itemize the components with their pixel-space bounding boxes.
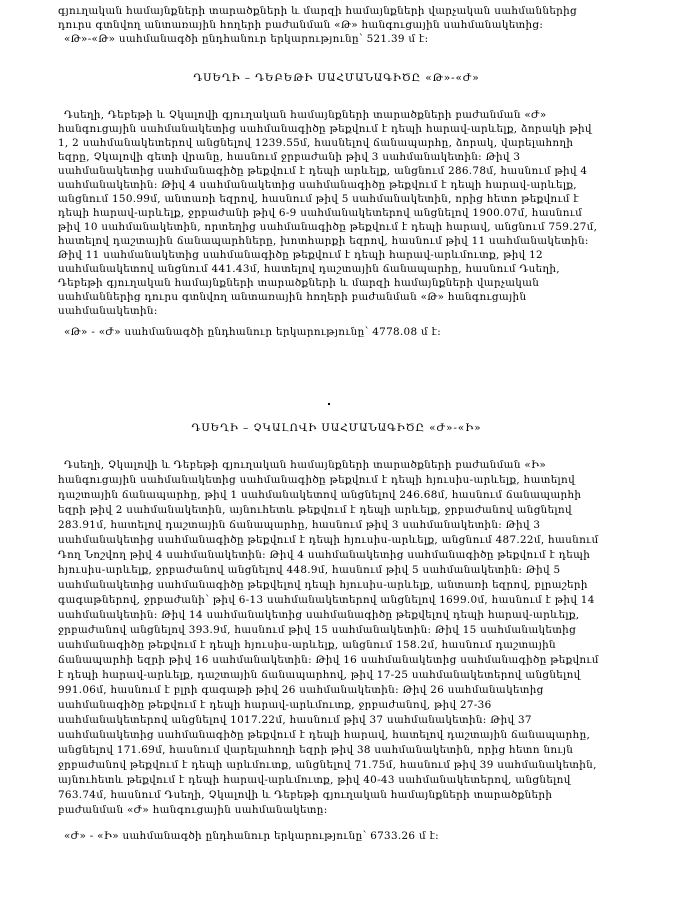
text-line: եզրը, Չկալովի գետի վրանը, հասնում ջրբաժանի թիվ 3 սահմանակետին: Թիվ 3: [58, 151, 521, 163]
text-line: թիվ 10 սահմանակետին, որտեղից սահմանագիծը թեքվում է դեպի հարավ, անցնում 759.27մ,: [58, 221, 598, 233]
text-line: Դող Նոշվող թիվ 4 սահմանակետին: Թիվ 4 սահմանակետից սահմանագիծը թեքվում է դեպի: [58, 549, 591, 561]
text-line: դաշտային ճանապարհը, թիվ 1 սահմանակետով անցնելով 246.68մ, հասնում ճանապարհի: [58, 489, 582, 501]
section-summary: «Ժ» - «Ի» սահմանագծի ընդհանուր երկարությունը՝ 6733.26 մ է:: [64, 830, 439, 842]
text-line: սահմանակետերով անցնելով 1017.22մ, հասնում թիվ 37 սահմանակետին: Թիվ 37: [58, 714, 532, 726]
text-line: հատելով դաշտային ճանապարհները, խոտհարքի եզրով, հասնում թիվ 11 սահմանակետին:: [58, 235, 589, 247]
text-line: սահմանակետին: Թիվ 4 սահմանակետից սահմանագիծը թեքվում է դեպի հարավ-արևելք,: [58, 179, 577, 191]
scan-mark: [328, 403, 330, 405]
text-line: Դսեղի, Չկալովի և Դեբեթի գյուղական համայնքների տարածքների բաժանման «Ի»: [64, 459, 547, 471]
section-summary: «Թ» - «Ժ» սահմանագծի ընդհանուր երկարությունը՝ 4778.08 մ է:: [64, 326, 442, 338]
text-line: 283.91մ, հատելով դաշտային ճանապարհը, հասնում թիվ 3 սահմանակետին: Թիվ 3: [58, 519, 541, 531]
text-line: սահմանագիծը թեքվում է դեպի հարավ-արևմուտք, ջրբաժանով, թիվ 27-36: [58, 699, 492, 711]
text-line: գյուղական համայնքների տարածքների և մարզի համայնքների վարչական սահմաններից: [58, 5, 578, 17]
text-line: սահմանակետից սահմանագիծը թեքվում է դեպի արևելք, անցնում 286.78մ, հասնում թիվ 4: [58, 165, 588, 177]
text-line: սահմաններից դուրս գտնվող անտառային հողերի բաժանման «Թ» հանգուցային: [58, 291, 527, 303]
text-line: սահմանակետին: Թիվ 14 սահմանակետից սահմանագիծը թեքվելով դեպի հարավ-արևելք,: [58, 609, 580, 621]
text-line: 1, 2 սահմանակետերով անցնելով 1239.55մ, հասնելով ճանապարհը, ձորակ, վարելահողի: [58, 137, 574, 149]
text-line: ճանապարհի եզրի թիվ 16 սահմանակետին: Թիվ 16 սահմանակետից սահմանագիծը թեքվում: [58, 654, 599, 666]
section-summary: «Թ»-«Թ» սահմանագծի ընդհանուր երկարությունը՝ 521.39 մ է:: [64, 33, 429, 45]
text-line: հանգուցային սահմանակետից սահմանագիծը թեքվում է դեպի հարավ-արևելք, ձորակի թիվ: [58, 123, 592, 135]
text-line: Դսեղի, Դեբեթի և Չկալովի գյուղական համայնքների տարածքների բաժանման «Ժ»: [64, 109, 547, 121]
text-line: է դեպի հարավ-արևելք, դաշտային ճանապարհով, թիվ 17-25 սահմանակետերով անցնելով: [58, 669, 581, 681]
text-line: բաժանման «Ժ» հանգուցային սահմանակետը:: [58, 804, 328, 816]
text-line: ջրբաժանով անցնելով 393.9մ, հասնում թիվ 15 սահմանակետին: Թիվ 15 սահմանակետից: [58, 624, 577, 636]
text-line: սահմանակետից սահմանագիծը թեքվելով դեպի հյուսիս-արևելք, անտառի եզրով, բլրաշերի: [58, 579, 588, 591]
section-title: ԴՍԵՂԻ – ԴԵԲԵԹԻ ՍԱՀՄԱՆԱԳԻԾԸ «Թ»-«Ժ»: [193, 72, 480, 84]
text-line: եզրի թիվ 2 սահմանակետին, այնուհետև թեքվում է դեպի արևելք, ջրբաժանով անցնելով: [58, 504, 572, 516]
text-line: հյուսիս-արևելք, ջրբաժանով անցնելով 448.9մ, հասնում թիվ 5 սահմանակետին: Թիվ 5: [58, 564, 561, 576]
text-line: այնուհետև թեքվում է դեպի հարավ-արևմուտք, թիվ 40-43 սահմանակետերով, անցնելով: [58, 774, 571, 786]
text-line: դեպի հարավ-արևելք, ջրբաժանի թիվ 6-9 սահմանակետերով անցնելով 1900.07մ, հասնում: [58, 207, 583, 219]
text-line: սահմանակետին:: [58, 305, 158, 317]
text-line: սահմանակետից սահմանագիծը թեքվում է դեպի հարավ, հատելով դաշտային ճանապարհը,: [58, 729, 591, 741]
text-line: սահմանակետով անցնում 441.43մ, հատելով դաշտային ճանապարհը, հասնում Դսեղի,: [58, 263, 560, 275]
text-line: հանգուցային սահմանակետից սահմանագիծը թեքվում է դեպի հյուսիս-արևելք, հատելով: [58, 474, 575, 486]
text-line: դուրս գտնվող անտառային հողերի բաժանման «Թ» հանգուցային սահմանակետից:: [58, 19, 544, 31]
text-line: 991.06մ, հասնում է բլրի գագաթի թիվ 26 սահմանակետին: Թիվ 26 սահմանակետից: [58, 684, 544, 696]
text-line: Թիվ 11 սահմանակետից սահմանագիծը թեքվում է դեպի հարավ-արևմուտք, թիվ 12: [58, 249, 543, 261]
text-line: գագաթներով, ջրբաժանի՝ թիվ 6-13 սահմանակետերով անցնելով 1699.0մ, հասնում է թիվ 14: [58, 594, 595, 606]
text-line: անցնում 150.99մ, անտառի եզրով, հասնում թիվ 5 սահմանակետին, որից հետո թեքվում է: [58, 193, 580, 205]
text-line: 763.74մ, հասնում Դսեղի, Չկալովի և Դեբեթի գյուղական համայնքների տարածքների: [58, 789, 553, 801]
text-line: անցնելով 171.69մ, հասնում վարելահողի եզրի թիվ 38 սահմանակետին, որից հետո նույն: [58, 744, 574, 756]
text-line: սահմանագիծը թեքվում է դեպի հյուսիս-արևելք, անցնում 158.2մ, հասնում դաշտային: [58, 639, 556, 651]
text-line: Դեբեթի գյուղական համայնքների տարածքների և մարզի համայնքների վարչական: [58, 277, 540, 289]
text-line: ջրբաժանով թեքվում է դեպի արևմուտք, անցնելով 71.75մ, հասնում թիվ 39 սահմանակետին,: [58, 759, 597, 771]
section-title: ԴՍԵՂԻ – ՉԿԱԼՈՎԻ ՍԱՀՄԱՆԱԳԻԾԸ «Ժ»-«Ի»: [191, 422, 482, 434]
text-line: սահմանակետից սահմանագիծը թեքվում է դեպի հյուսիս-արևելք, անցնում 487.22մ, հասնում: [58, 534, 599, 546]
